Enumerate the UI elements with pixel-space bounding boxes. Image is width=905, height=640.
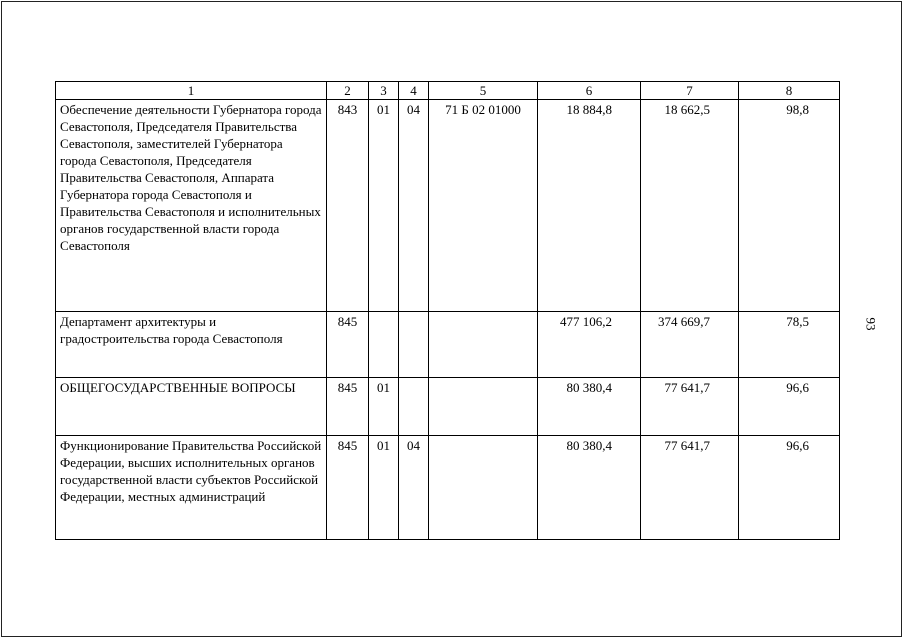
row-code-4 (399, 378, 429, 436)
row-code-5 (429, 378, 538, 436)
row-percent-8: 96,6 (739, 436, 840, 540)
table-row (56, 100, 840, 312)
header-col-3: 3 (369, 82, 399, 100)
row-value-6: 80 380,4 (538, 378, 641, 436)
row-name: Функционирование Правительства Российской Федерации, высших исполнительных органов государственной власти субъектов Российской Федерации, местных администраций (56, 436, 327, 540)
table-row (56, 378, 840, 436)
row-code-3: 01 (369, 436, 399, 540)
row-code-2: 845 (327, 436, 369, 540)
row-name: Департамент архитектуры и градостроительства города Севастополя (56, 312, 327, 378)
row-code-3: 01 (369, 100, 399, 312)
row-code-5 (429, 436, 538, 540)
table-row (56, 312, 840, 378)
row-code-4: 04 (399, 436, 429, 540)
header-col-2: 2 (327, 82, 369, 100)
row-code-4: 04 (399, 100, 429, 312)
table-header-row (56, 82, 840, 100)
row-value-7: 77 641,7 (641, 378, 739, 436)
row-percent-8: 96,6 (739, 378, 840, 436)
row-value-7: 18 662,5 (641, 100, 739, 312)
row-code-5 (429, 312, 538, 378)
row-percent-8: 78,5 (739, 312, 840, 378)
row-code-5: 71 Б 02 01000 (429, 100, 538, 312)
budget-table (55, 81, 840, 540)
page-number: 93 (863, 317, 879, 331)
header-col-4: 4 (399, 82, 429, 100)
row-value-7: 77 641,7 (641, 436, 739, 540)
header-col-5: 5 (429, 82, 538, 100)
row-code-3 (369, 312, 399, 378)
row-name: Обеспечение деятельности Губернатора города Севастополя, Председателя Правительства Севастополя, заместителей Губернатора города Севастополя, Председателя Правительства Севастополя, Аппарата Губернатора города Севастополя и Правительства Севастополя и исполнительных органов государственной власти города Севастополя (56, 100, 327, 312)
header-col-7: 7 (641, 82, 739, 100)
table-row (56, 436, 840, 540)
row-percent-8: 98,8 (739, 100, 840, 312)
row-value-6: 18 884,8 (538, 100, 641, 312)
row-code-2: 845 (327, 378, 369, 436)
row-code-4 (399, 312, 429, 378)
row-name: ОБЩЕГОСУДАРСТВЕННЫЕ ВОПРОСЫ (56, 378, 327, 436)
row-value-6: 477 106,2 (538, 312, 641, 378)
row-code-2: 843 (327, 100, 369, 312)
header-col-1: 1 (56, 82, 327, 100)
row-value-7: 374 669,7 (641, 312, 739, 378)
header-col-8: 8 (739, 82, 840, 100)
row-code-3: 01 (369, 378, 399, 436)
row-code-2: 845 (327, 312, 369, 378)
header-col-6: 6 (538, 82, 641, 100)
row-value-6: 80 380,4 (538, 436, 641, 540)
